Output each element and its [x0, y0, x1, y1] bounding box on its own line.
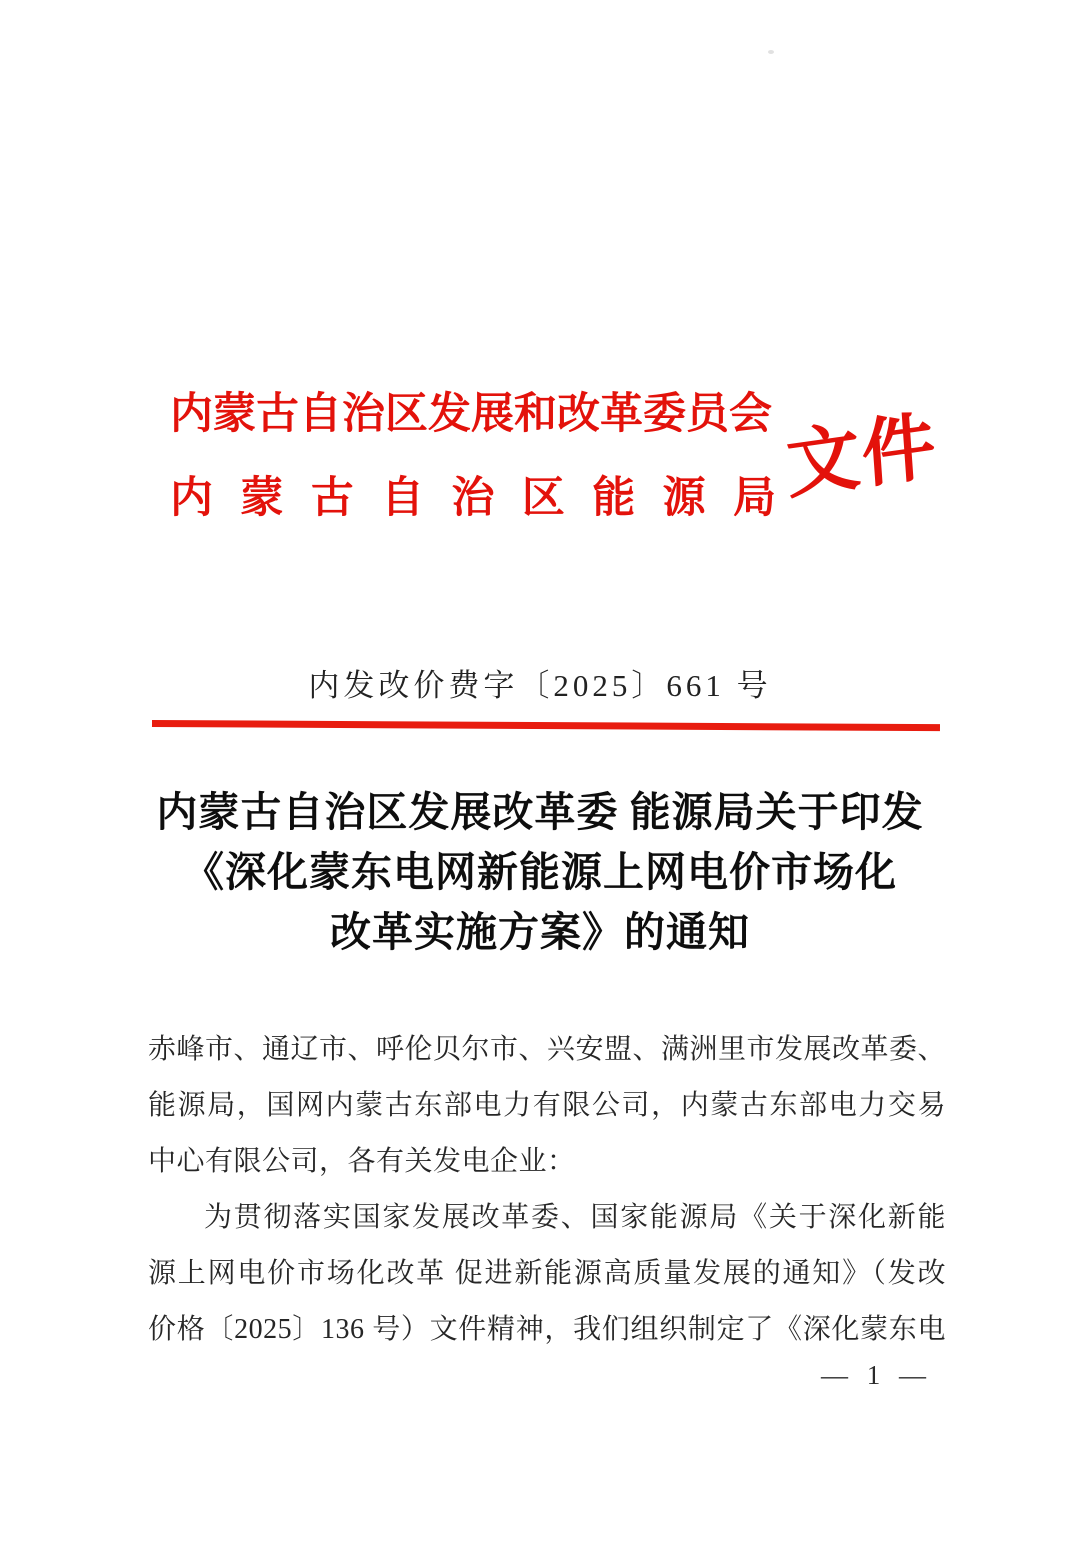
document-title [0, 782, 1080, 962]
org-name-line-1: 内蒙古自治区发展和改革委员会 [170, 391, 772, 438]
body-line: 为贯彻落实国家发展改革委、国家能源局《关于深化新能 [204, 1202, 946, 1233]
scan-noise-speck [768, 50, 774, 54]
body-line: 赤峰市、通辽市、呼伦贝尔市、兴安盟、满洲里市发展改革委、 [148, 1034, 947, 1065]
doc-type-label: 文件 [783, 405, 941, 509]
body-line: 价格〔2025〕136 号）文件精神，我们组织制定了《深化蒙东电 [148, 1314, 946, 1345]
title-line-3: 改革实施方案》的通知 [330, 909, 750, 955]
title-line-2: 《深化蒙东电网新能源上网电价市场化 [183, 849, 897, 895]
document-number: 内发改价费字〔2025〕661 号 [308, 668, 772, 703]
page-number: — 1 — [821, 1360, 932, 1390]
title-line-1: 内蒙古自治区发展改革委 能源局关于印发 [156, 789, 924, 835]
body-line: 源上网电价市场化改革 促进新能源高质量发展的通知》（发改 [148, 1258, 946, 1289]
document-body [148, 1022, 946, 1358]
red-separator-rule [152, 720, 940, 731]
body-line: 能源局，国网内蒙古东部电力有限公司，内蒙古东部电力交易 [148, 1090, 946, 1121]
org-name-line-2: 内蒙古自治区能源局 [170, 475, 776, 522]
body-line: 中心有限公司，各有关发电企业： [148, 1146, 576, 1177]
